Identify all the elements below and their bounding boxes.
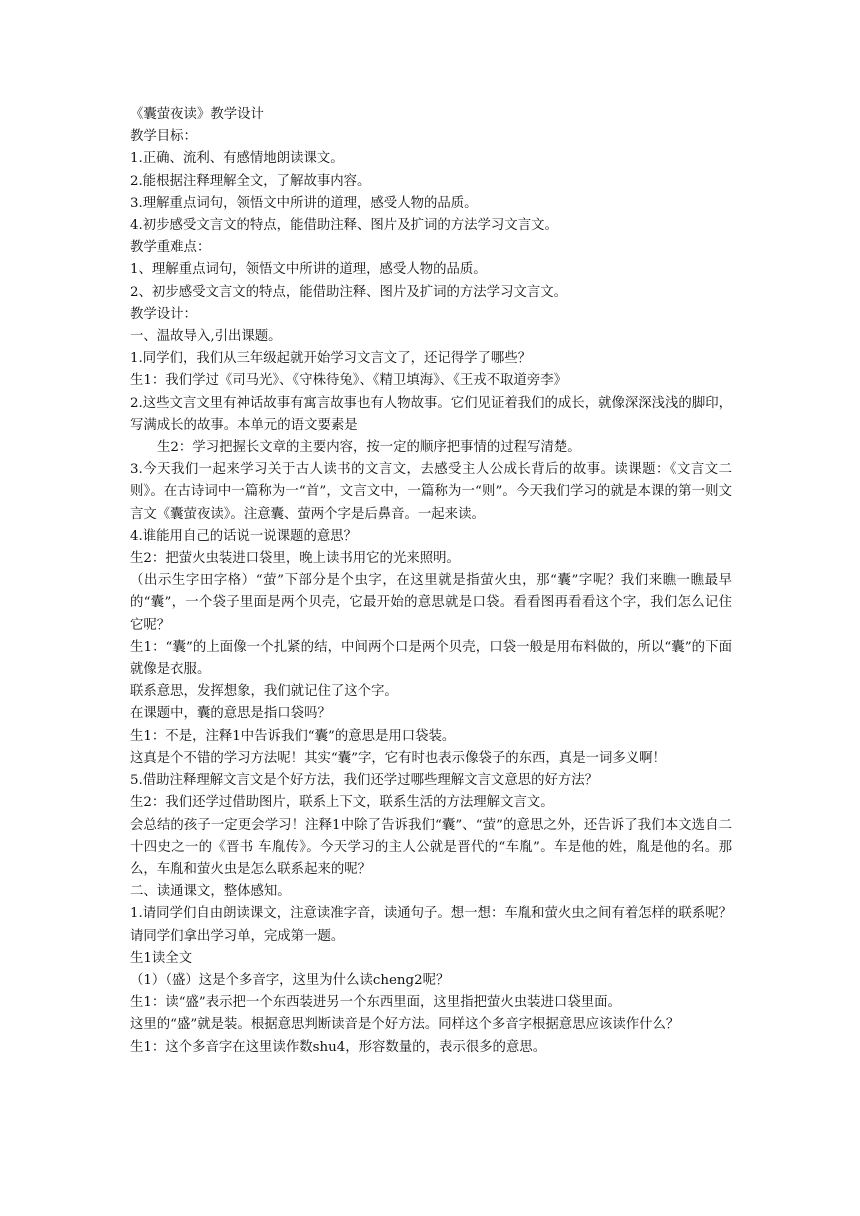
document-title: 《囊萤夜读》教学设计 [130, 107, 264, 122]
paragraph: 1、理解重点词句，领悟文中所讲的道理，感受人物的品质。 [130, 262, 487, 278]
section-heading: 教学设计： [130, 306, 197, 322]
document-page [130, 104, 732, 1059]
paragraph: 2.这些文言文里有神话故事有寓言故事也有人物故事。它们见证着我们的成长，就像深深浅浅的脚印，写满成长的故事。本单元的语文要素是 [130, 395, 732, 433]
section-heading: 教学目标： [130, 129, 197, 145]
paragraph: 3.今天我们一起来学习关于古人读书的文言文，去感受主人公成长背后的故事。读课题：《文言文二则》。在古诗词中一篇称为一“首”，文言文中，一篇称为一“则”。今天我们学习的就是本课的第一则文言文《囊萤夜读》。注意囊、萤两个字是后鼻音。一起来读。 [130, 462, 732, 522]
paragraph: 5.借助注释理解文言文是个好方法，我们还学过哪些理解文言文意思的好方法？ [130, 773, 599, 789]
paragraph: 在课题中，囊的意思是指口袋吗？ [130, 706, 331, 722]
paragraph: 1.请同学们自由朗读课文，注意读准字音，读通句子。想一想：车胤和萤火虫之间有着怎样的联系呢？请同学们拿出学习单，完成第一题。 [130, 906, 732, 944]
paragraph: 生1读全文 [130, 950, 193, 966]
paragraph: 生1：读“盛”表示把一个东西装进另一个东西里面，这里指把萤火虫装进口袋里面。 [130, 995, 621, 1011]
paragraph: 生1：“囊”的上面像一个扎紧的结，中间两个口是两个贝壳，口袋一般是用布料做的，所以“囊”的下面就像是衣服。 [130, 639, 732, 678]
paragraph: 生2：我们还学过借助图片，联系上下文，联系生活的方法理解文言文。 [130, 795, 554, 811]
paragraph: 2、初步感受文言文的特点，能借助注释、图片及扩词的方法学习文言文。 [130, 284, 568, 300]
paragraph: 生2：学习把握长文章的主要内容，按一定的顺序把事情的过程写清楚。 [157, 440, 581, 456]
paragraph: 生1：不是，注释1中告诉我们“囊”的意思是用口袋装。 [130, 728, 456, 744]
paragraph: （1）（盛）这是个多音字，这里为什么读cheng2呢？ [130, 972, 450, 988]
paragraph: 联系意思，发挥想象，我们就记住了这个字。 [130, 684, 398, 700]
paragraph: 一、温故导入,引出课题。 [130, 329, 282, 345]
paragraph: 这真是个不错的学习方法呢！其实“囊”字，它有时也表示像袋子的东西，真是一词多义啊！ [130, 750, 666, 766]
paragraph: 生2：把萤火虫装进口袋里，晚上读书用它的光来照明。 [130, 551, 460, 567]
paragraph: 1.正确、流利、有感情地朗读课文。 [130, 151, 344, 167]
paragraph: 4.初步感受文言文的特点，能借助注释、图片及扩词的方法学习文言文。 [130, 218, 558, 234]
paragraph: 生1：我们学过《司马光》、《守株待兔》、《精卫填海》、《王戎不取道旁李》 [130, 373, 567, 389]
paragraph: 3.理解重点词句，领悟文中所讲的道理，感受人物的品质。 [130, 195, 478, 211]
paragraph: （出示生字田字格）“萤”下部分是个虫字，在这里就是指萤火虫，那“囊”字呢？我们来瞧一瞧最早的“囊”，一个袋子里面是两个贝壳，它最开始的意思就是口袋。看看图再看看这个字，我们怎么记住它呢？ [130, 573, 732, 633]
paragraph: 这里的“盛”就是装。根据意思判断读音是个好方法。同样这个多音字根据意思应该读作什么？ [130, 1017, 680, 1033]
section-heading: 二、读通课文，整体感知。 [130, 884, 291, 900]
paragraph: 4.谁能用自己的话说一说课题的意思？ [130, 528, 358, 544]
paragraph: 会总结的孩子一定更会学习！注释1中除了告诉我们“囊”、“萤”的意思之外，还告诉了我们本文选自二十四史之一的《晋书 车胤传》。今天学习的主人公就是晋代的“车胤”。车是他的姓，胤是他的名。那么，车胤和萤火虫是怎么联系起来的呢？ [130, 817, 732, 877]
paragraph: 2.能根据注释理解全文，了解故事内容。 [130, 173, 371, 189]
section-heading: 教学重难点： [130, 240, 211, 256]
paragraph: 生1：这个多音字在这里读作数shu4，形容数量的，表示很多的意思。 [130, 1039, 547, 1055]
paragraph: 1.同学们，我们从三年级起就开始学习文言文了，还记得学了哪些？ [130, 351, 532, 367]
